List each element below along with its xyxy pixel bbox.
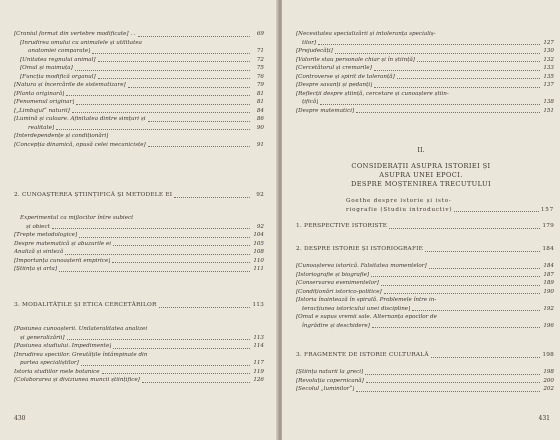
toc-entry: [Lumină și culoare. Afinitatea dintre simțuri și 86 — [14, 116, 264, 122]
toc-entry: [Planta originară] 81 — [14, 90, 264, 97]
toc-entry: [Revoluția copernicană] 200 — [296, 377, 554, 384]
part-heading-line-2: ASUPRA UNEI EPOCI. — [379, 171, 463, 179]
left-page — [0, 0, 278, 440]
toc-entry: și generalizării] 113 — [20, 334, 264, 341]
toc-entry: [Craniul format din vertebre modificate] . . 69 — [14, 31, 264, 37]
toc-entry: [Importanța cunoașterii empirice] 110 — [14, 257, 264, 264]
right-entries-top — [296, 30, 554, 115]
toc-entry: [Cunoașterea istorică. Falsitatea momentelor] 184 — [296, 263, 554, 269]
toc-entry: [Funcția modifică organul] 76 — [20, 73, 264, 80]
toc-entry: [Prejudecăți] 130 — [296, 48, 554, 54]
toc-entry: [Pasiunea studiului. Impedimente] 114 — [14, 343, 264, 349]
toc-entry: [„Limbajul“ naturii] 84 — [14, 107, 264, 114]
toc-entry: anatomiei comparate] 71 — [28, 48, 264, 54]
toc-entry: [Colaborarea și diviziunea muncii științifice] 126 — [14, 377, 264, 383]
right-section-2 — [296, 245, 554, 254]
right-section-3 — [296, 351, 554, 360]
toc-entry: [Inrudirea speciilor. Greutățile întâmpinate din — [14, 351, 148, 358]
left-entries-3 — [14, 325, 264, 385]
toc-entry: și obiect 92 — [26, 223, 264, 230]
toc-entry: [Istoria înaintează în spirală. Problemele între in- — [296, 297, 437, 303]
intro-line-1: Goethe despre istorie și isto- — [346, 198, 452, 204]
toc-entry: [Despre matematici] 151 — [296, 107, 554, 114]
toc-entry: partea specialiștilor] 117 — [20, 360, 264, 366]
page-number-left: 430 — [14, 415, 26, 422]
left-section-2 — [14, 191, 264, 200]
toc-entry: [Despre savanți și pedanți] 137 — [296, 82, 554, 88]
toc-entry: [Necesitatea specializării și intoleranța specialiș- — [296, 31, 436, 37]
section-heading: 2. DESPRE ISTORIE ȘI ISTORIOGRAFIE 184 — [296, 246, 554, 252]
toc-entry: [Natura și încercările de sistematizare] 79 — [14, 82, 264, 88]
part-heading-line-3: DESPRE MOȘTENIREA TRECUTULUI — [351, 180, 491, 188]
toc-entry: [Condiționări istorico-politice] 190 — [296, 288, 554, 295]
toc-entry: [Unitatea regnului animal] 72 — [20, 56, 264, 63]
toc-entry: [Omul și maimuța] 75 — [20, 65, 264, 71]
intro-line-2: riografie (Studiu introductiv) 157 — [346, 206, 554, 213]
section-heading: 1. PERSPECTIVE ISTORISTE 179 — [296, 223, 554, 229]
toc-entry: teracțiunea istoricului unei discipline] 192 — [302, 305, 554, 312]
toc-entry: [Concepția dinamică, opusă celei mecaniciste] 91 — [14, 141, 264, 148]
toc-entry: [Reflecții despre știință, cercetare și cunoaștere știin- — [296, 90, 449, 97]
toc-entry: [Secolul „luminilor“] 202 — [296, 386, 554, 392]
left-entries-2 — [14, 214, 264, 274]
toc-entry: [Interdependențe și condiționări] — [14, 133, 109, 139]
toc-entry: îngrădire și deschidere] 196 — [302, 322, 554, 329]
part-heading-line-1: CONSIDERAȚII ASUPRA ISTORIEI ȘI — [351, 162, 491, 170]
right-entries-3 — [296, 368, 554, 394]
left-section-3 — [14, 301, 264, 310]
part-number: II. — [417, 146, 425, 154]
toc-entry: Istoria studiilor mele botanice 119 — [14, 368, 264, 375]
toc-entry: realitate] 90 — [28, 124, 264, 131]
toc-entry: [Trepte metodologice] 104 — [14, 232, 264, 238]
toc-entry: [Fenomenul originar] 81 — [14, 99, 264, 105]
section-heading: 3. MODALITĂȚILE ȘI ETICA CERCETĂRILOR 113 — [14, 302, 264, 308]
left-entries-top — [14, 30, 264, 149]
toc-entry: [Valorile stau personale chiar și în știință] 132 — [296, 56, 554, 63]
toc-entry: Despre matematică și abuzurile ei 105 — [14, 240, 264, 247]
toc-entry: [Controverse și spirit de toleranță] 135 — [296, 73, 554, 80]
right-page — [282, 0, 560, 440]
toc-entry: Analiză și sinteză 108 — [14, 249, 264, 255]
toc-entry: [Conservarea evenimentelor] 189 — [296, 280, 554, 286]
toc-entry: țifică] 138 — [302, 99, 554, 105]
toc-entry: [Știința naturii la greci] 198 — [296, 369, 554, 375]
right-entries-2 — [296, 262, 554, 330]
right-section-1 — [296, 222, 554, 231]
right-intro — [296, 197, 554, 214]
toc-entry: [Istoriografie și biografie] 187 — [296, 271, 554, 278]
page-number-right: 431 — [538, 415, 550, 422]
toc-entry: [Inrudirea omului cu animalele și utilitatea — [20, 39, 142, 46]
section-heading: 2. CUNOAȘTEREA ȘTIINȚIFICĂ ȘI METODELE EI 92 — [14, 192, 264, 198]
toc-entry: [Știința și arta] 111 — [14, 266, 264, 272]
toc-entry: [Omul e supus vremii sale. Alternanța epocilor de — [296, 314, 437, 320]
toc-entry: Experimentul ca mijlocitor între subiect — [20, 215, 134, 221]
section-heading: 3. FRAGMENTE DE ISTORIE CULTURALĂ 198 — [296, 352, 554, 358]
toc-entry: [Cercetătorul și cremarile] 133 — [296, 65, 554, 71]
toc-entry: tilor] 127 — [302, 39, 554, 46]
toc-entry: [Pasiunea cunoașterii. Unilateralitatea analizei — [14, 326, 148, 332]
